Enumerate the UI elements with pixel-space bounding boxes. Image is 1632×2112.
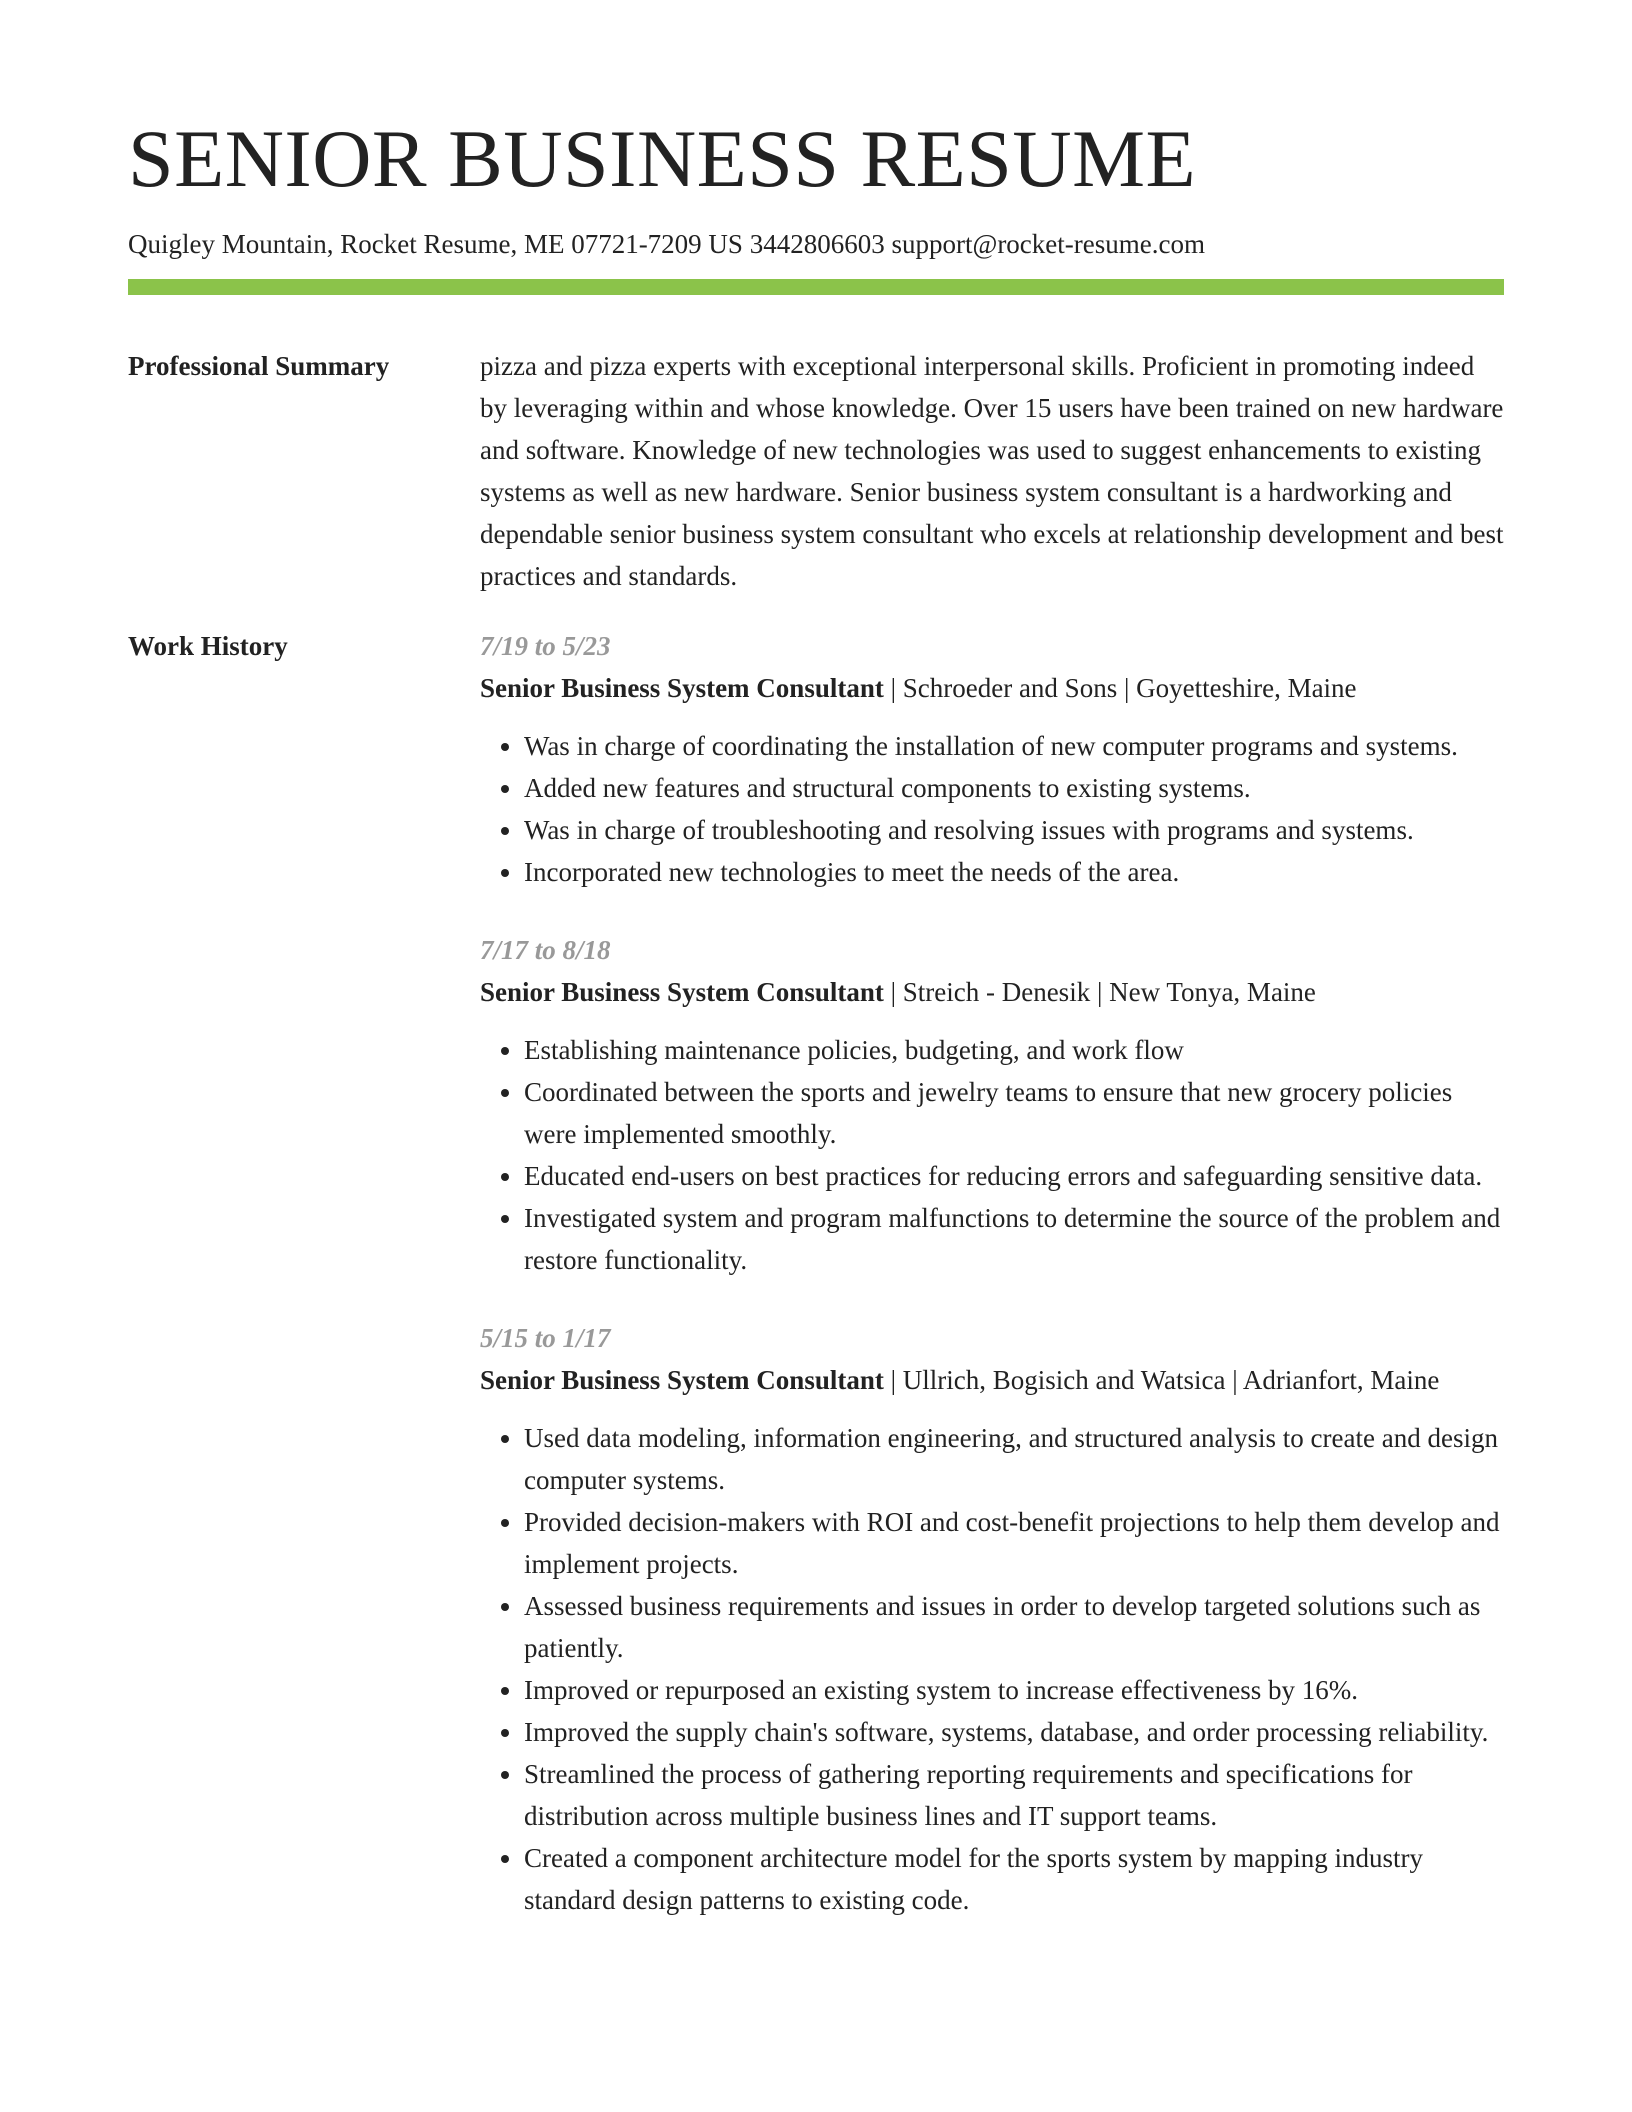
accent-divider <box>128 279 1504 295</box>
job-bullet: • Coordinated between the sports and jewelry teams to ensure that new grocery policies were implemented smoothly. <box>524 1071 1504 1155</box>
job-bullet: • Was in charge of troubleshooting and resolving issues with programs and systems. <box>524 809 1504 851</box>
summary-label: Professional Summary <box>128 351 390 382</box>
job-bullet: • Educated end-users on best practices for reducing errors and safeguarding sensitive data. <box>524 1155 1504 1197</box>
job-bullet: • Investigated system and program malfunctions to determine the source of the problem and restore functionality. <box>524 1197 1504 1281</box>
job-bullet: • Created a component architecture model for the sports system by mapping industry standard design patterns to existing code. <box>524 1837 1504 1921</box>
job-title: Senior Business System Consultant <box>480 1365 884 1396</box>
job-details: | Streich - Denesik | New Tonya, Maine <box>883 977 1316 1008</box>
job-entry <box>480 1317 1504 1921</box>
job-bullet: • Improved or repurposed an existing system to increase effectiveness by 16%. <box>524 1669 1504 1711</box>
job-dates: 5/15 to 1/17 <box>480 1323 611 1354</box>
job-bullet: • Improved the supply chain's software, systems, database, and order processing reliability. <box>524 1711 1504 1753</box>
job-bullet: • Was in charge of coordinating the installation of new computer programs and systems. <box>524 725 1504 767</box>
job-title: Senior Business System Consultant <box>480 977 884 1008</box>
summary-section <box>128 345 1504 597</box>
job-details: | Ullrich, Bogisich and Watsica | Adrianfort, Maine <box>883 1365 1440 1396</box>
contact-line: Quigley Mountain, Rocket Resume, ME 07721-7209 US 3442806603 support@rocket-resume.com <box>128 229 1205 259</box>
job-bullet: • Incorporated new technologies to meet the needs of the area. <box>524 851 1504 893</box>
work-history-label: Work History <box>128 631 288 662</box>
job-bullet: • Assessed business requirements and issues in order to develop targeted solutions such as patiently. <box>524 1585 1504 1669</box>
job-details: | Schroeder and Sons | Goyetteshire, Maine <box>883 673 1357 704</box>
job-entry <box>480 929 1504 1281</box>
job-bullet: • Provided decision-makers with ROI and cost-benefit projections to help them develop and implement projects. <box>524 1501 1504 1585</box>
job-dates: 7/19 to 5/23 <box>480 631 611 662</box>
work-history-section <box>128 625 1504 1957</box>
job-bullet-list <box>480 1029 1504 1281</box>
job-bullet-list <box>480 1417 1504 1921</box>
work-history-body <box>480 625 1504 1957</box>
summary-body <box>480 345 1504 597</box>
job-heading <box>480 1359 1504 1401</box>
job-bullet: • Establishing maintenance policies, budgeting, and work flow <box>524 1029 1504 1071</box>
job-heading <box>480 971 1504 1013</box>
job-bullet: • Added new features and structural components to existing systems. <box>524 767 1504 809</box>
resume-page <box>128 113 1504 1957</box>
job-bullet: • Used data modeling, information engineering, and structured analysis to create and design computer systems. <box>524 1417 1504 1501</box>
job-entry <box>480 625 1504 893</box>
job-dates: 7/17 to 8/18 <box>480 935 611 966</box>
job-bullet: • Streamlined the process of gathering reporting requirements and specifications for distribution across multiple business lines and IT support teams. <box>524 1753 1504 1837</box>
resume-title: SENIOR BUSINESS RESUME <box>128 113 1197 204</box>
job-heading <box>480 667 1504 709</box>
job-title: Senior Business System Consultant <box>480 673 884 704</box>
job-bullet-list <box>480 725 1504 893</box>
summary-text: pizza and pizza experts with exceptional interpersonal skills. Proficient in promoting indeed by leveraging within and whose knowledge. Over 15 users have been trained on new hardware and software. Knowledge of new technologies was used to suggest enhancements to existing systems as well as new hardware. Senior business system consultant is a hardworking and dependable senior business system consultant who excels at relationship development and best practices and standards. <box>480 351 1504 592</box>
